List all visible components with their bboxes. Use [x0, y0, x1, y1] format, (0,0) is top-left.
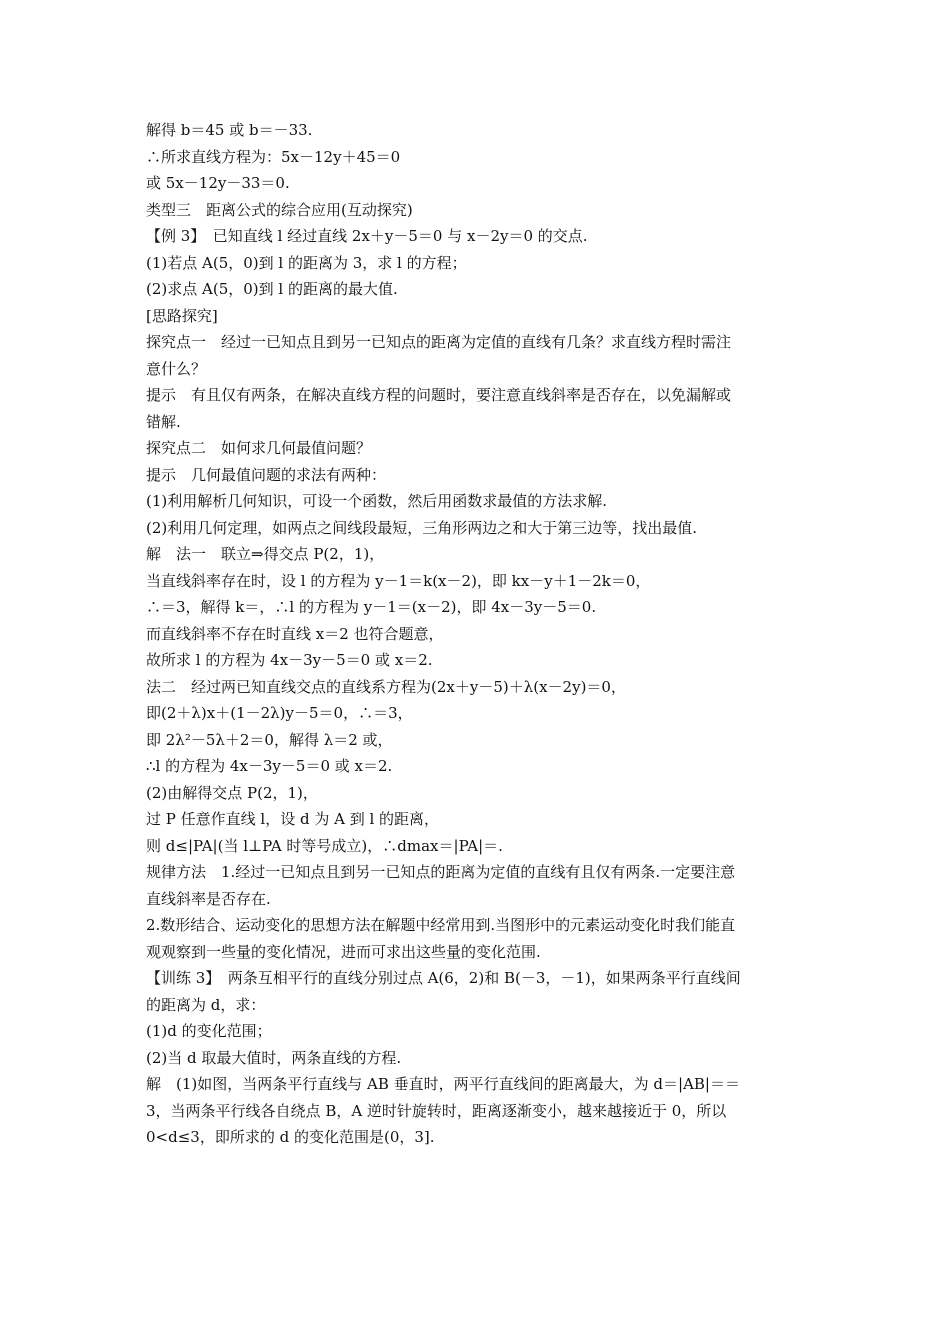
exercise-title: 【训练 3】 两条互相平行的直线分别过点 A(6，2)和 B(－3，－1)，如果两条平行直线间: [146, 969, 741, 987]
text-line: 或 5x－12y－33＝0.: [146, 174, 290, 192]
text-line: 0<d≤3，即所求的 d 的变化范围是(0，3].: [146, 1128, 435, 1146]
text-line: ∴＝3，解得 k＝，∴l 的方程为 y－1＝(x－2)，即 4x－3y－5＝0.: [146, 598, 597, 616]
text-line: 意什么？: [146, 359, 207, 378]
text-line: 解 (1)如图，当两条平行直线与 AB 垂直时，两平行直线间的距离最大，为 d＝|AB|＝＝: [146, 1075, 740, 1093]
text-line: (2)求点 A(5，0)到 l 的距离的最大值.: [146, 280, 398, 298]
section-heading: 类型三 距离公式的综合应用(互动探究): [146, 200, 413, 219]
text-line: 而直线斜率不存在时直线 x＝2 也符合题意，: [146, 624, 444, 643]
text-line: 规律方法 1.经过一已知点且到另一已知点的距离为定值的直线有且仅有两条.一定要注意: [146, 863, 736, 881]
text-line: 探究点二 如何求几何最值问题？: [146, 439, 372, 457]
example-title: 【例 3】 已知直线 l 经过直线 2x＋y－5＝0 与 x－2y＝0 的交点.: [146, 227, 588, 245]
text-line: 提示 几何最值问题的求法有两种：: [146, 465, 387, 484]
text-line: 2.数形结合、运动变化的思想方法在解题中经常用到.当图形中的元素运动变化时我们能直: [146, 916, 736, 934]
text-line: 直线斜率是否存在.: [146, 889, 271, 908]
text-line: (1)利用解析几何知识，可设一个函数，然后用函数求最值的方法求解.: [146, 492, 608, 510]
text-line: 解得 b＝45 或 b＝－33.: [146, 121, 313, 139]
text-line: 探究点一 经过一已知点且到另一已知点的距离为定值的直线有几条？求直线方程时需注: [146, 333, 732, 351]
text-line: ∴l 的方程为 4x－3y－5＝0 或 x＝2.: [146, 757, 393, 775]
text-line: ∴所求直线方程为：5x－12y＋45＝0: [146, 147, 401, 166]
text-line: 当直线斜率存在时，设 l 的方程为 y－1＝k(x－2)，即 kx－y＋1－2k＝0，: [146, 571, 651, 590]
text-line: (2)当 d 取最大值时，两条直线的方程.: [146, 1048, 402, 1067]
text-line: (1)d 的变化范围；: [146, 1022, 272, 1040]
text-line: 观观察到一些量的变化情况，进而可求出这些量的变化范围.: [146, 942, 541, 961]
text-line: (2)由解得交点 P(2，1)，: [146, 783, 318, 802]
text-line: 即 2λ²－5λ＋2＝0，解得 λ＝2 或，: [146, 730, 393, 749]
document-page: [146, 117, 812, 1151]
text-line: [思路探究]: [146, 306, 218, 325]
text-line: (2)利用几何定理，如两点之间线段最短，三角形两边之和大于第三边等，找出最值.: [146, 518, 698, 537]
text-line: 的距离为 d，求：: [146, 995, 266, 1014]
text-line: (1)若点 A(5，0)到 l 的距离为 3，求 l 的方程；: [146, 253, 467, 272]
text-line: 法二 经过两已知直线交点的直线系方程为(2x＋y－5)＋λ(x－2y)＝0，: [146, 677, 626, 696]
text-line: 即(2＋λ)x＋(1－2λ)y－5＝0，∴＝3，: [146, 704, 413, 722]
text-line: 3，当两条平行线各自绕点 B，A 逆时针旋转时，距离逐渐变小，越来越接近于 0，所以: [146, 1101, 727, 1120]
text-line: 解 法一 联立⇒得交点 P(2，1)，: [146, 545, 385, 563]
text-line: 则 d≤|PA|(当 l⊥PA 时等号成立)，∴dmax＝|PA|＝.: [146, 836, 503, 855]
text-line: 过 P 任意作直线 l，设 d 为 A 到 l 的距离，: [146, 810, 440, 828]
text-line: 错解.: [146, 412, 181, 431]
text-line: 提示 有且仅有两条，在解决直线方程的问题时，要注意直线斜率是否存在，以免漏解或: [146, 386, 732, 404]
text-line: 故所求 l 的方程为 4x－3y－5＝0 或 x＝2.: [146, 651, 433, 669]
